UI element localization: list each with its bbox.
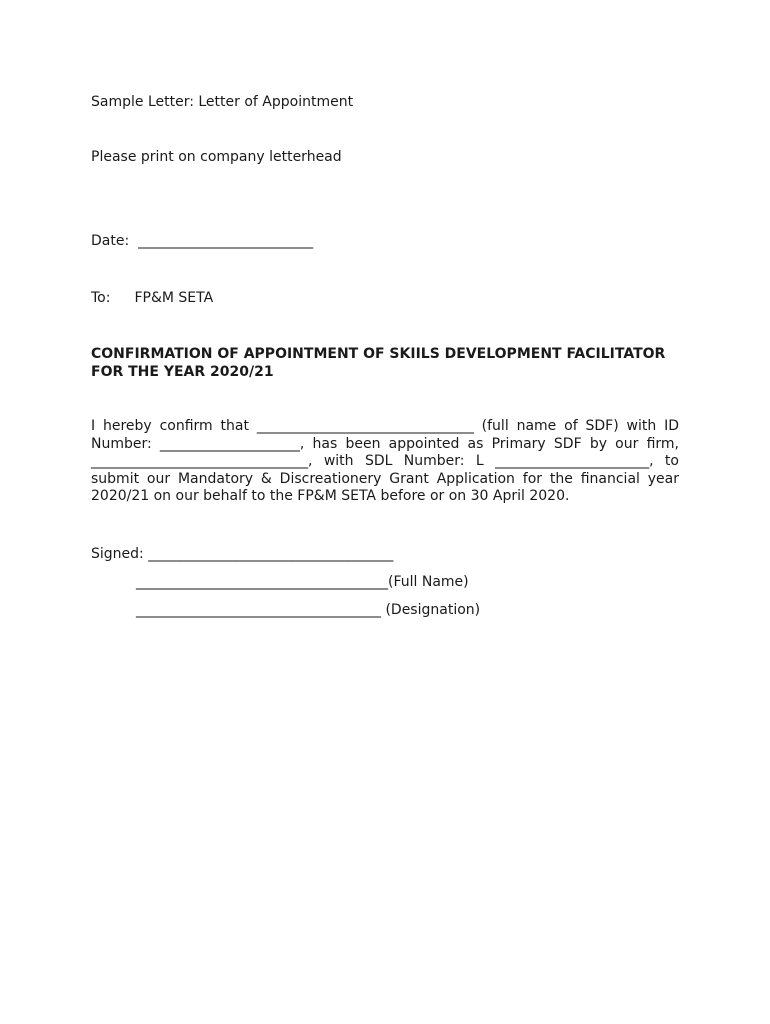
date-blank: _________________________: [138, 233, 314, 249]
heading-line-1: CONFIRMATION OF APPOINTMENT OF SKIILS DEVELOPMENT FACILITATOR: [91, 346, 666, 362]
heading-line-2: FOR THE YEAR 2020/21: [91, 364, 274, 380]
confirmation-paragraph: I hereby confirm that _______________________________ (full name of SDF) with ID Number: ____________________, has been appointed as Primary SDF by our firm, _______________________________, with SDL Number: L ______________________, to submit our Mandatory & Discreationery Grant Application for the financial year 2020/21 on our behalf to the FP&M SETA before or on 30 April 2020.: [91, 418, 679, 505]
designation-blank: ___________________________________: [136, 602, 381, 618]
sample-letter-title: Sample Letter: Letter of Appointment: [91, 94, 354, 110]
full-name-line: [136, 573, 469, 591]
date-line: [91, 232, 313, 250]
print-instruction: Please print on company letterhead: [91, 149, 342, 165]
signed-label: Signed:: [91, 546, 144, 562]
date-label: Date:: [91, 233, 130, 249]
signed-line: [91, 545, 393, 563]
to-label: To:: [91, 290, 111, 306]
to-line: [91, 289, 213, 307]
designation-label: (Designation): [385, 602, 481, 618]
full-name-blank: ____________________________________: [136, 574, 388, 590]
signed-blank: ___________________________________: [148, 546, 394, 562]
full-name-label: (Full Name): [388, 574, 469, 590]
designation-line: [136, 601, 480, 619]
letter-heading: [91, 345, 681, 381]
to-recipient: FP&M SETA: [134, 290, 214, 306]
